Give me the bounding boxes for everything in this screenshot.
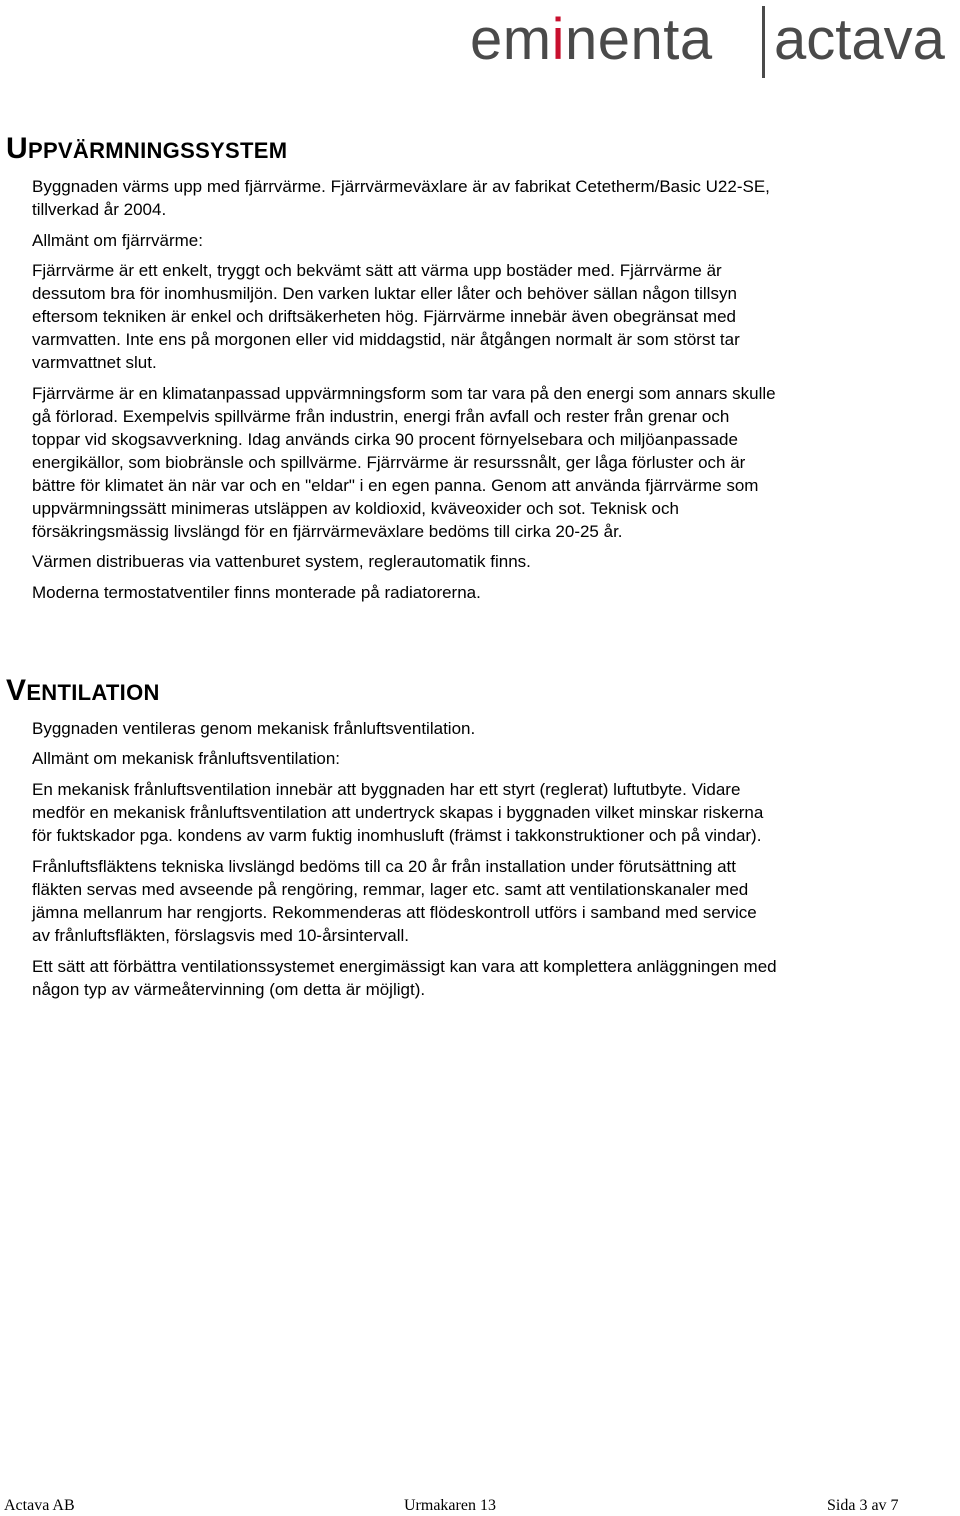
footer-company: Actava AB (4, 1497, 75, 1514)
logo-divider (762, 6, 765, 78)
body-line: dessutom bra för inomhusmiljön. Den varken luktar eller låter och behöver sällan någon tillsyn (32, 284, 737, 303)
body-line: Frånluftsfläktens tekniska livslängd bedöms till ca 20 år från installation under förutsättning att (32, 857, 736, 876)
body-line: varmvattnet slut. (32, 353, 157, 372)
body-line: Moderna termostatventiler finns monterade på radiatorerna. (32, 583, 481, 602)
body-line: toppar vid skogsavverkning. Idag används cirka 90 procent förnyelsebara och miljöanpassade (32, 430, 738, 449)
ventilation-heading (6, 676, 160, 708)
body-line: jämna mellanrum har rengjorts. Rekommenderas att flödeskontroll utförs i samband med service (32, 903, 757, 922)
body-line: Ett sätt att förbättra ventilationssystemet energimässigt kan vara att komplettera anläggningen med (32, 957, 777, 976)
heading-rest: PPVÄRMNINGSSYSTEM (27, 138, 288, 163)
body-line: En mekanisk frånluftsventilation innebär att byggnaden har ett styrt (reglerat) luftutbyte. Vidare (32, 780, 741, 799)
heading-rest: ENTILATION (26, 680, 160, 705)
heading-initial: V (6, 674, 27, 707)
body-line: Värmen distribueras via vattenburet system, reglerautomatik finns. (32, 552, 531, 571)
subheading-district-heating: Allmänt om fjärrvärme: (32, 231, 203, 250)
body-line: energikällor, som biobränsle och spillvärme. Fjärrvärme är resurssnålt, ger låga förluster och är (32, 453, 746, 472)
body-line: Byggnaden ventileras genom mekanisk frånluftsventilation. (32, 719, 476, 738)
body-line: medför en mekanisk frånluftsventilation att undertryck skapas i byggnaden vilket minskar riskerna (32, 803, 764, 822)
logo-eminenta: eminenta (470, 7, 713, 72)
body-line: Byggnaden värms upp med fjärrvärme. Fjärrvärmeväxlare är av fabrikat Cetetherm/Basic U22-SE, (32, 177, 770, 196)
footer-address: Urmakaren 13 (404, 1497, 496, 1514)
body-line: uppvärmningssätt minimeras utsläppen av koldioxid, kväveoxider och sot. Teknisk och (32, 499, 679, 518)
body-line: gå förlorad. Exempelvis spillvärme från industrin, energi från avfall och rester från grenar och (32, 407, 730, 426)
body-line: fläkten servas med avseende på rengöring, remmar, lager etc. samt att ventilationskanaler med (32, 880, 749, 899)
body-line: varmvatten. Inte ens på morgonen eller vid middagstid, när åtgången normalt är som störst tar (32, 330, 740, 349)
body-line: någon typ av värmeåtervinning (om detta är möjligt). (32, 980, 426, 999)
body-line: av frånluftsfläkten, förslagsvis med 10-årsintervall. (32, 926, 409, 945)
body-line: försäkringsmässig livslängd för en fjärrvärmeväxlare bedöms till cirka 20-25 år. (32, 522, 623, 541)
heading-initial: U (6, 132, 28, 165)
logo-accent-letter: i (551, 7, 565, 72)
body-line: tillverkad år 2004. (32, 200, 167, 219)
body-line: eftersom tekniken är enkel och driftsäkerheten hög. Fjärrvärme innebär även obegränsat med (32, 307, 736, 326)
heating-heading (6, 134, 287, 166)
body-line: Fjärrvärme är ett enkelt, tryggt och bekvämt sätt att värma upp bostäder med. Fjärrvärme är (32, 261, 722, 280)
company-logo (470, 2, 958, 80)
logo-actava: actava (774, 7, 945, 72)
body-line: bättre för klimatet än när var och en "eldar" i en egen panna. Genom att använda fjärrvärme som (32, 476, 759, 495)
subheading-mechanical-exhaust: Allmänt om mekanisk frånluftsventilation: (32, 749, 341, 768)
body-line: Fjärrvärme är en klimatanpassad uppvärmningsform som tar vara på den energi som annars skulle (32, 384, 776, 403)
footer-page-number: Sida 3 av 7 (827, 1497, 899, 1514)
body-line: för fuktskador pga. kondens av varm fuktig inomhusluft (främst i takkonstruktioner och på vindar). (32, 826, 762, 845)
